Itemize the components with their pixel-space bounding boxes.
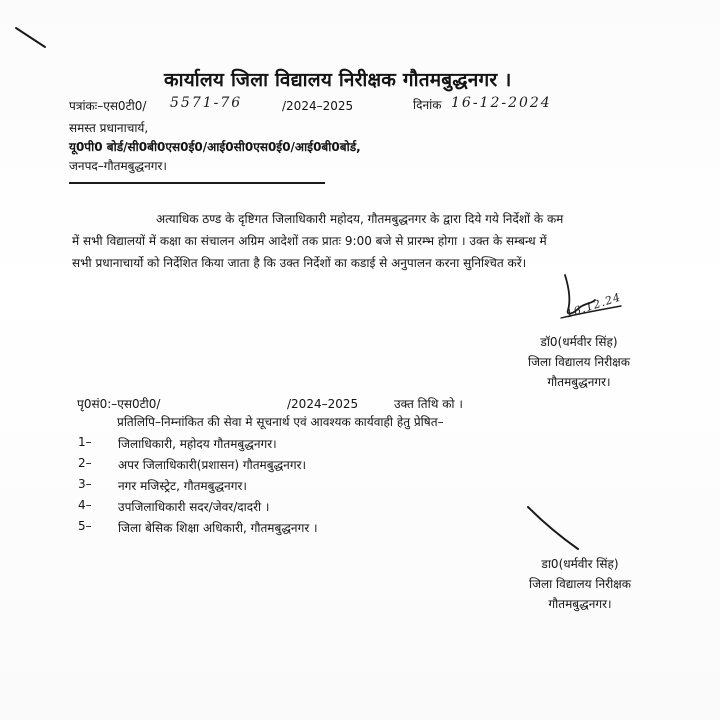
signature-1-date: 16.12.24 xyxy=(564,290,623,321)
signature-2-mark xyxy=(524,503,584,553)
endorsement-ref-label: पृ0सं0:–एस0टी0/ xyxy=(77,397,161,411)
list-item-text: उपजिलाधिकारी सदर/जेवर/दादरी । xyxy=(118,500,270,514)
endorsement-ref-year: /2024–2025 xyxy=(287,397,359,411)
signatory-1-place: गौतमबुद्धनगर। xyxy=(547,375,611,389)
list-item-text: जिला बेसिक शिक्षा अधिकारी, गौतमबुद्धनगर । xyxy=(118,521,318,535)
body-paragraph xyxy=(72,208,658,274)
signatory-2-designation: जिला विद्यालय निरीक्षक xyxy=(528,577,632,591)
date-handwritten: 16-12-2024 xyxy=(451,95,552,111)
signatory-1-designation: जिला विद्यालय निरीक्षक xyxy=(527,355,631,369)
list-item-text: अपर जिलाधिकारी(प्रशासन) गौतमबुद्धनगर। xyxy=(118,458,307,472)
ref-number-handwritten: 5571-76 xyxy=(170,95,243,111)
list-item-number: 5– xyxy=(78,519,92,533)
body-line-2: में सभी विद्यालयों में कक्षा का संचालन अग्रिम आदेशों तक प्रातः 9:00 बजे से प्रारम्भ होगा । उक्त के सम्बन्ध में xyxy=(72,234,547,248)
date-label: दिनांक xyxy=(413,98,442,112)
signatory-2-name: डा0(धर्मवीर सिंह) xyxy=(541,557,619,571)
signature-2-block xyxy=(499,554,661,614)
endorsement-same-date: उक्त तिथि को । xyxy=(394,397,463,411)
addressee-line-3: जनपद–गौतमबुद्धनगर। xyxy=(69,159,167,173)
list-item-number: 3– xyxy=(78,477,92,491)
addressee-line-1: समस्त प्रधानाचार्य, xyxy=(69,121,149,135)
list-item-number: 4– xyxy=(78,498,92,512)
letter-title: कार्यालय जिला विद्यालय निरीक्षक गौतमबुद्धनगर । xyxy=(164,69,512,91)
signatory-2-place: गौतमबुद्धनगर। xyxy=(548,597,612,611)
list-item-text: जिलाधिकारी, महोदय गौतमबुद्धनगर। xyxy=(118,437,277,451)
ref-label: पत्रांकः–एस0टी0/ xyxy=(69,99,147,113)
signatory-1-name: डॉ0(धर्मवीर सिंह) xyxy=(540,335,618,349)
body-line-1: अत्याधिक ठण्ड के दृष्टिगत जिलाधिकारी महोदय, गौतमबुद्धनगर के द्वारा दिये गये निर्देशों के कम xyxy=(156,212,564,226)
list-item-number: 2– xyxy=(78,456,92,470)
ref-year: /2024–2025 xyxy=(282,99,354,113)
pen-stroke-mark xyxy=(14,26,48,50)
endorsement-intro: प्रतिलिपि–निम्नांकित की सेवा मे सूचनार्थ एवं आवश्यक कार्यवाही हेतु प्रेषित– xyxy=(117,415,444,429)
body-line-3: सभी प्रधानाचार्यो को निर्देशित किया जाता है कि उक्त निर्देशों का कडाई से अनुपालन करना सुनिश्चित करें। xyxy=(72,256,527,270)
list-item-text: नगर मजिस्ट्रेट, गौतमबुद्धनगर। xyxy=(118,479,247,493)
addressee-underline xyxy=(69,182,325,184)
addressee-line-2: यू0पी0 बोर्ड/सी0बी0एस0ई0/आई0सी0एस0ई0/आई0बी0बोर्ड, xyxy=(69,140,361,154)
signature-1-block xyxy=(494,332,664,392)
list-item-number: 1– xyxy=(78,435,92,449)
